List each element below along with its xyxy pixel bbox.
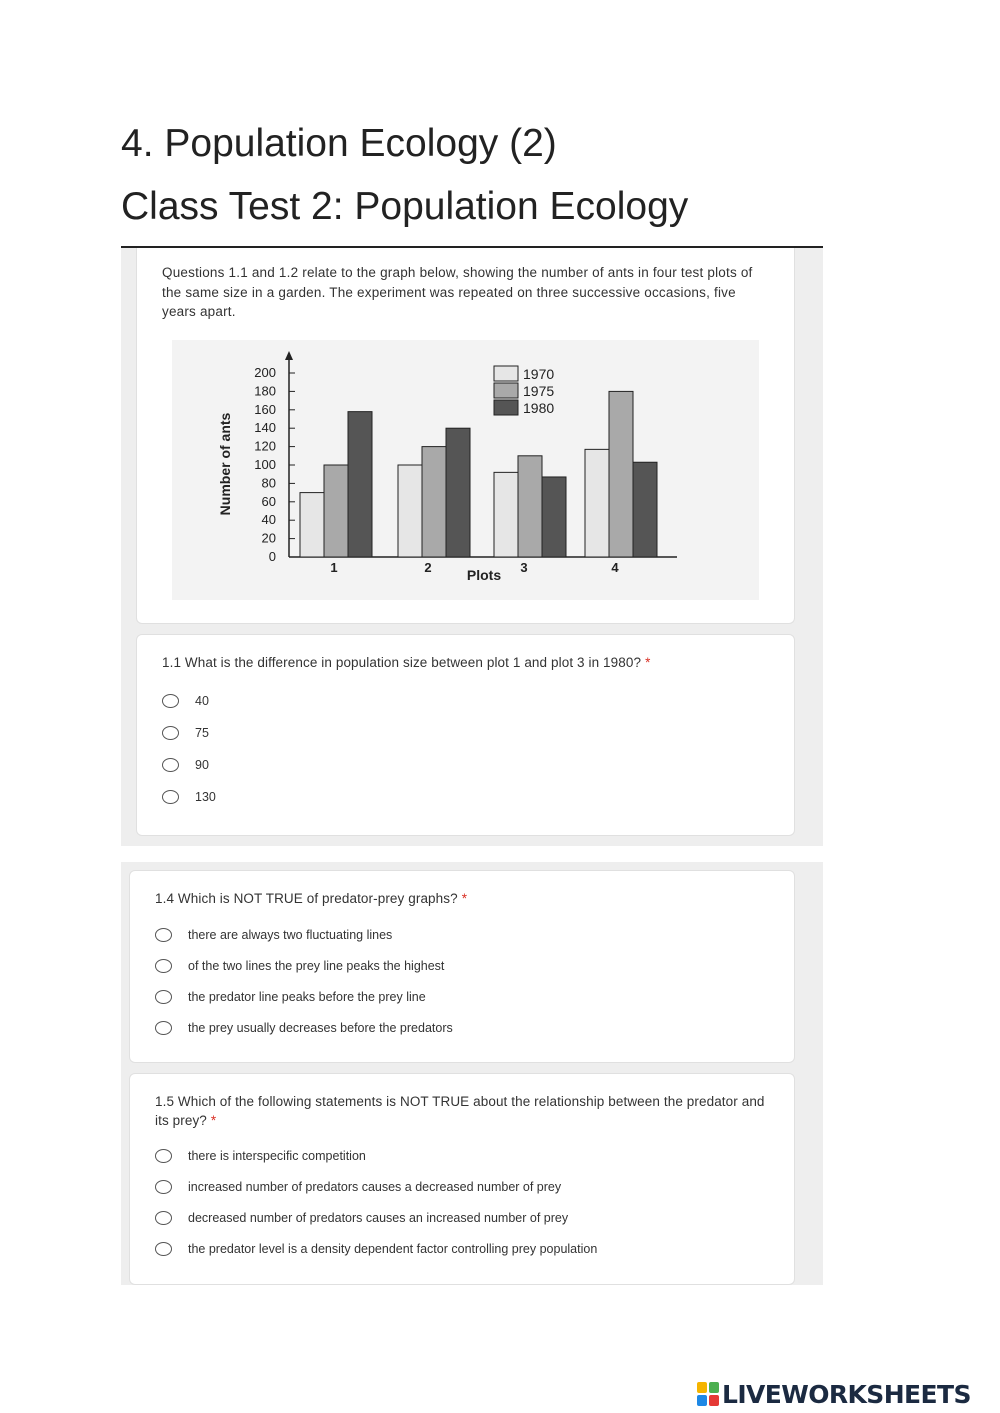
legend-label: 1980 — [523, 400, 555, 416]
y-tick-label: 120 — [254, 438, 276, 454]
option-row[interactable] — [155, 987, 426, 1007]
radio-button[interactable] — [155, 1180, 172, 1194]
option-label: decreased number of predators causes an increased number of prey — [188, 1211, 569, 1225]
y-axis-label: Number of ants — [217, 412, 233, 516]
required-asterisk: * — [645, 655, 651, 670]
radio-button[interactable] — [162, 726, 179, 740]
option-label: 130 — [195, 790, 216, 804]
option-row[interactable] — [155, 1177, 561, 1197]
bar — [609, 391, 633, 557]
bar — [324, 465, 348, 557]
bar — [518, 456, 542, 557]
option-label: 75 — [195, 726, 209, 740]
option-row[interactable] — [155, 1239, 597, 1259]
y-tick-label: 80 — [261, 475, 276, 491]
option-row[interactable] — [155, 956, 444, 976]
option-row[interactable] — [155, 925, 392, 945]
logo-text: LIVEWORKSHEETS — [722, 1379, 971, 1409]
option-label: there are always two fluctuating lines — [188, 928, 393, 942]
x-axis-label: Plots — [466, 567, 502, 583]
question-text: 1.1 What is the difference in population size between plot 1 and plot 3 in 1980? * — [162, 655, 651, 670]
required-asterisk: * — [461, 891, 468, 906]
x-tick-label: 4 — [611, 560, 619, 575]
bar-chart — [172, 340, 759, 600]
bar — [446, 428, 470, 557]
question-text: 1.4 Which is NOT TRUE of predator-prey graphs? * — [155, 891, 468, 906]
y-tick-label: 180 — [254, 383, 276, 399]
bar — [398, 465, 422, 557]
bar-chart-svg — [172, 340, 759, 600]
radio-button[interactable] — [162, 790, 179, 804]
option-label: the prey usually decreases before the predators — [188, 1021, 453, 1035]
legend-swatch — [494, 383, 518, 398]
option-label: 90 — [195, 758, 209, 772]
option-row[interactable] — [155, 1018, 453, 1038]
liveworksheets-logo — [697, 1378, 971, 1410]
question-card-1-4 — [129, 870, 795, 1063]
y-tick-label: 60 — [261, 493, 276, 509]
logo-square — [697, 1382, 707, 1393]
radio-button[interactable] — [155, 959, 172, 973]
y-tick-label: 160 — [254, 401, 276, 417]
radio-button[interactable] — [162, 758, 179, 772]
option-label: 40 — [195, 694, 209, 708]
y-tick-label: 0 — [268, 549, 276, 564]
option-row[interactable] — [162, 787, 216, 807]
y-tick-label: 140 — [254, 420, 276, 436]
y-tick-label: 100 — [254, 457, 276, 472]
option-row[interactable] — [162, 691, 209, 711]
page-subtitle: Class Test 2: Population Ecology — [121, 185, 689, 228]
radio-button[interactable] — [155, 1242, 172, 1256]
y-tick-label: 20 — [261, 530, 276, 546]
bar — [300, 493, 324, 557]
option-label: of the two lines the prey line peaks the highest — [188, 959, 445, 973]
radio-button[interactable] — [155, 1149, 172, 1163]
page-title: 4. Population Ecology (2) — [121, 122, 557, 165]
option-row[interactable] — [162, 723, 209, 743]
liveworksheets-logo-icon — [697, 1382, 719, 1406]
bar — [585, 449, 609, 557]
form-screenshot-panel-2 — [121, 862, 823, 1285]
legend-label: 1970 — [523, 366, 555, 382]
option-label: there is interspecific competition — [188, 1149, 366, 1163]
radio-button[interactable] — [155, 990, 172, 1004]
option-label: the predator level is a density dependent factor controlling prey population — [188, 1242, 598, 1256]
bar — [542, 477, 566, 557]
intro-text: Questions 1.1 and 1.2 relate to the graph below, showing the number of ants in four test plots of the same size in a garden. The experiment was repeated on three successive occasions, five years apart. — [162, 265, 753, 319]
y-tick-label: 40 — [261, 512, 276, 528]
intro-card — [136, 248, 795, 624]
logo-square — [697, 1395, 707, 1406]
logo-square — [709, 1382, 719, 1393]
x-tick-label: 3 — [520, 560, 528, 575]
legend-swatch — [494, 366, 518, 381]
logo-square — [709, 1395, 719, 1406]
radio-button[interactable] — [155, 928, 172, 942]
question-text: 1.5 Which of the following statements is NOT TRUE about the relationship between the predator and its prey? * — [155, 1094, 765, 1128]
radio-button[interactable] — [162, 694, 179, 708]
legend-swatch — [494, 400, 518, 415]
option-row[interactable] — [162, 755, 209, 775]
x-tick-label: 1 — [330, 560, 338, 575]
required-asterisk: * — [210, 1113, 217, 1128]
bar — [422, 447, 446, 557]
bar — [633, 462, 657, 557]
option-label: the predator line peaks before the prey line — [188, 990, 426, 1004]
y-tick-label: 200 — [254, 365, 276, 380]
radio-button[interactable] — [155, 1211, 172, 1225]
bar — [348, 412, 372, 557]
question-card-1-5 — [129, 1073, 795, 1285]
question-card-1-1 — [136, 634, 795, 836]
legend-label: 1975 — [523, 383, 555, 399]
option-row[interactable] — [155, 1208, 568, 1228]
radio-button[interactable] — [155, 1021, 172, 1035]
form-screenshot-panel-1 — [121, 248, 823, 846]
option-row[interactable] — [155, 1146, 366, 1166]
x-tick-label: 2 — [424, 560, 432, 575]
option-label: increased number of predators causes a decreased number of prey — [188, 1180, 562, 1194]
y-axis-arrow — [285, 351, 293, 360]
bar — [494, 472, 518, 557]
